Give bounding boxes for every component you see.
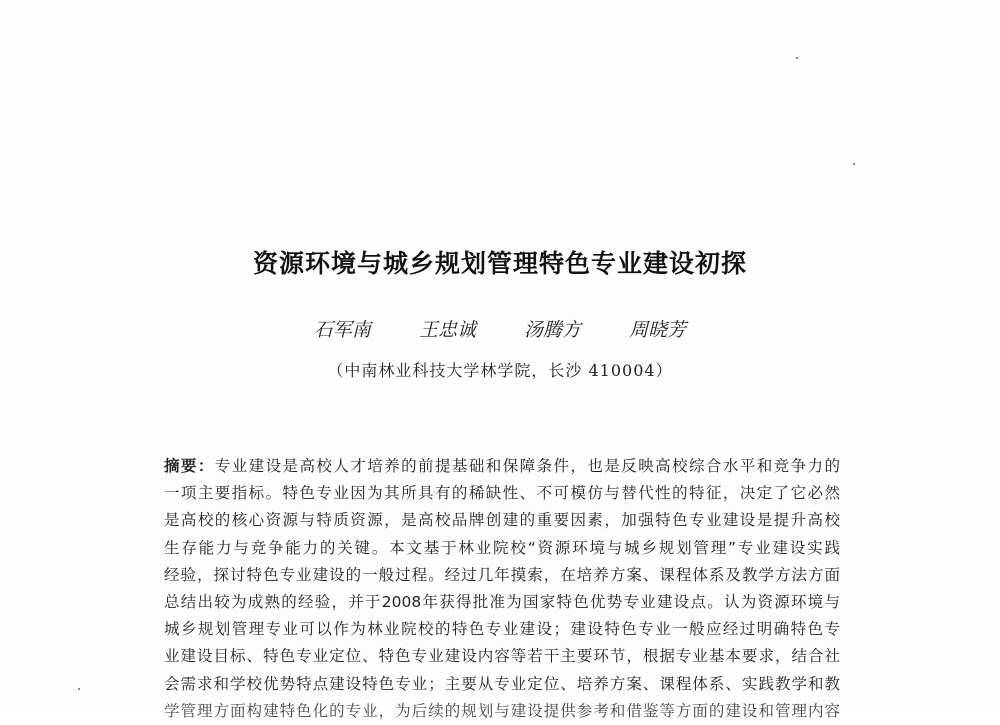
abstract-line: 摘要：专业建设是高校人才培养的前提基础和保障条件，也是反映高校综合水平和竞争力的 — [164, 457, 840, 475]
scan-speck — [78, 688, 80, 690]
abstract-label: 摘要： — [164, 457, 215, 475]
author-list — [0, 315, 1000, 342]
abstract-block — [164, 453, 840, 720]
abstract-line: 城乡规划管理专业可以作为林业院校的特色专业建设；建设特色专业一般应经过明确特色专 — [164, 620, 840, 639]
abstract-line: 业建设目标、特色专业定位、特色专业建设内容等若干主要环节，根据专业基本要求，结合社 — [164, 647, 840, 666]
author-affiliation: （中南林业科技大学林学院，长沙 410004） — [327, 361, 673, 380]
author-name: 王忠诚 — [418, 319, 476, 341]
abstract-line: 一项主要指标。特色专业因为其所具有的稀缺性、不可模仿与替代性的特征，决定了它必然 — [164, 484, 840, 503]
author-name: 汤腾方 — [524, 319, 582, 341]
author-name: 周晓芳 — [629, 319, 687, 341]
scan-speck — [796, 57, 798, 59]
scan-speck — [853, 163, 855, 165]
abstract-line: 生存能力与竞争能力的关键。本文基于林业院校“资源环境与城乡规划管理”专业建设实践 — [164, 538, 840, 557]
author-name: 石军南 — [313, 319, 371, 341]
paper-title: 资源环境与城乡规划管理特色专业建设初探 — [252, 249, 747, 278]
abstract-line: 是高校的核心资源与特质资源，是高校品牌创建的重要因素，加强特色专业建设是提升高校 — [164, 511, 840, 530]
abstract-line: 总结出较为成熟的经验，并于2008年获得批准为国家特色优势专业建设点。认为资源环境与 — [164, 593, 840, 612]
abstract-line: 会需求和学校优势特点建设特色专业；主要从专业定位、培养方案、课程体系、实践教学和教 — [164, 674, 840, 693]
abstract-line: 经验，探讨特色专业建设的一般过程。经过几年摸索，在培养方案、课程体系及教学方法方面 — [164, 565, 840, 584]
abstract-line-cutoff: 学管理方面构建特色化的专业，为后续的规划与建设提供参考和借鉴等方面的建设和管理内容 — [164, 701, 840, 720]
